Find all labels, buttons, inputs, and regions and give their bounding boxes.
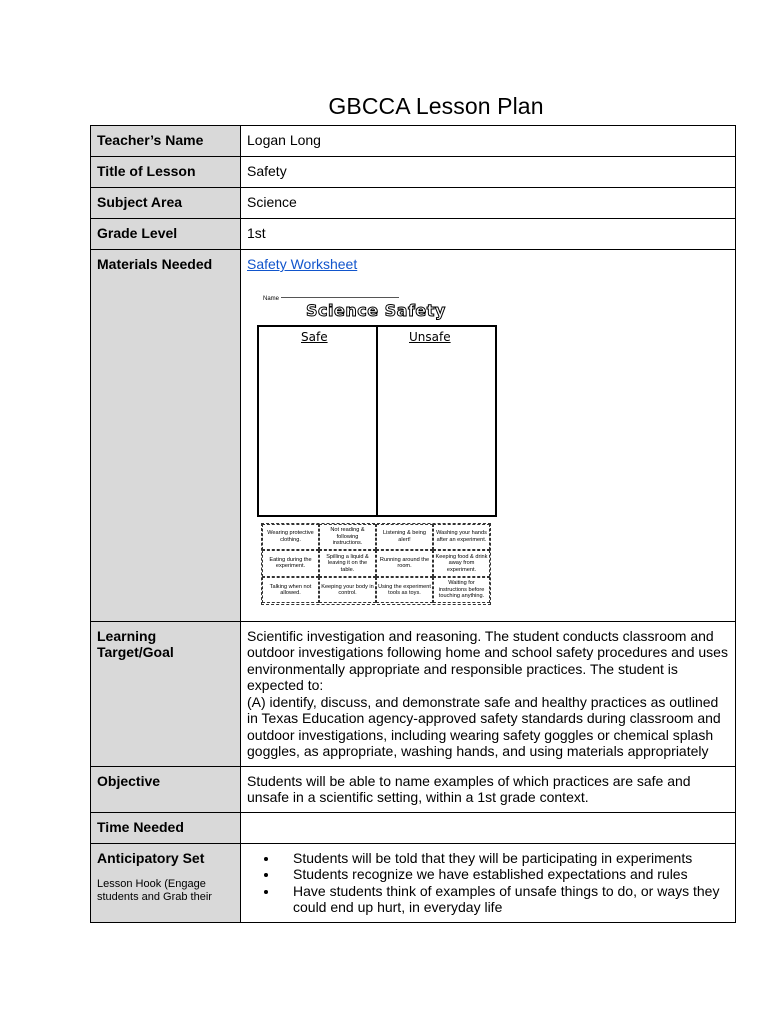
page-title: GBCCA Lesson Plan <box>328 93 544 119</box>
worksheet-sort-box <box>257 325 497 517</box>
safety-worksheet-link[interactable]: Safety Worksheet <box>247 256 358 272</box>
worksheet-card: Washing your hands after an experiment. <box>433 524 490 551</box>
row-materials-needed <box>91 250 736 622</box>
row-title-of-lesson <box>91 157 736 188</box>
label-grade-level: Grade Level <box>91 219 241 250</box>
worksheet-name-label: Name <box>263 295 280 302</box>
worksheet-card: Not reading & following instructions. <box>319 524 376 551</box>
value-objective: Students will be able to name examples of which practices are safe and unsafe in a scientific setting, within a 1st grade context. <box>241 766 736 812</box>
value-anticipatory-set <box>241 843 736 922</box>
worksheet-cards <box>261 523 491 605</box>
worksheet-card: Spilling a liquid & leaving it on the table. <box>319 550 376 577</box>
value-learning-target <box>241 621 736 766</box>
row-time-needed <box>91 812 736 843</box>
label-subject-area: Subject Area <box>91 188 241 219</box>
value-materials-needed <box>241 250 736 622</box>
worksheet-card: Eating during the experiment. <box>262 550 319 577</box>
anticipatory-bullets <box>247 850 729 916</box>
value-title-of-lesson: Safety <box>241 157 736 188</box>
label-materials-needed: Materials Needed <box>91 250 241 622</box>
learning-target-text-a: (A) identify, discuss, and demonstrate safe and healthy practices as outlined in Texas Education agency-approved safety standards during classroom and outdoor investigations, including wearing safety goggles or chemical splash goggles, as appropriate, washing hands, and using materials appropriately <box>247 693 721 759</box>
row-subject-area <box>91 188 736 219</box>
list-item: • Students will be told that they will be participating in experiments <box>279 850 729 867</box>
list-item: • Students recognize we have established expectations and rules <box>279 866 729 883</box>
label-objective: Objective <box>91 766 241 812</box>
lesson-plan-table <box>90 125 736 923</box>
worksheet-card: Keeping your body in control. <box>319 577 376 604</box>
row-anticipatory-set <box>91 843 736 922</box>
value-teacher-name: Logan Long <box>241 126 736 157</box>
list-item: • Have students think of examples of unsafe things to do, or ways they could end up hurt, in everyday life <box>279 883 729 916</box>
row-grade-level <box>91 219 736 250</box>
worksheet-card: Talking when not allowed. <box>262 577 319 604</box>
worksheet-title: Science Safety <box>306 300 446 320</box>
worksheet-card: Running around the room. <box>376 550 433 577</box>
label-teacher-name: Teacher’s Name <box>91 126 241 157</box>
worksheet-col-unsafe: Unsafe <box>409 329 451 344</box>
label-learning-target: Learning Target/Goal <box>91 621 241 766</box>
row-objective <box>91 766 736 812</box>
label-title-of-lesson: Title of Lesson <box>91 157 241 188</box>
value-grade-level: 1st <box>241 219 736 250</box>
value-subject-area: Science <box>241 188 736 219</box>
value-time-needed <box>241 812 736 843</box>
worksheet-card: Listening & being alert! <box>376 524 433 551</box>
worksheet-name-line <box>281 297 399 298</box>
worksheet-card: Keeping food & drink away from experiment. <box>433 550 490 577</box>
worksheet-divider <box>376 327 378 515</box>
worksheet-image <box>251 285 501 615</box>
label-time-needed: Time Needed <box>91 812 241 843</box>
learning-target-text: Scientific investigation and reasoning. The student conducts classroom and outdoor investigations following home and school safety procedures and uses environmentally appropriate and responsible practices. The student is expected to: <box>247 627 728 693</box>
anticipatory-set-sublabel: Lesson Hook (Engage students and Grab their <box>97 878 212 903</box>
anticipatory-set-title: Anticipatory Set <box>97 849 205 866</box>
worksheet-col-safe: Safe <box>301 329 328 344</box>
worksheet-card: Wearing protective clothing. <box>262 524 319 551</box>
row-teacher-name <box>91 126 736 157</box>
worksheet-card: Using the experiment tools as toys. <box>376 577 433 604</box>
worksheet-card: Waiting for instructions before touching anything. <box>433 577 490 604</box>
label-anticipatory-set <box>91 843 241 922</box>
row-learning-target <box>91 621 736 766</box>
